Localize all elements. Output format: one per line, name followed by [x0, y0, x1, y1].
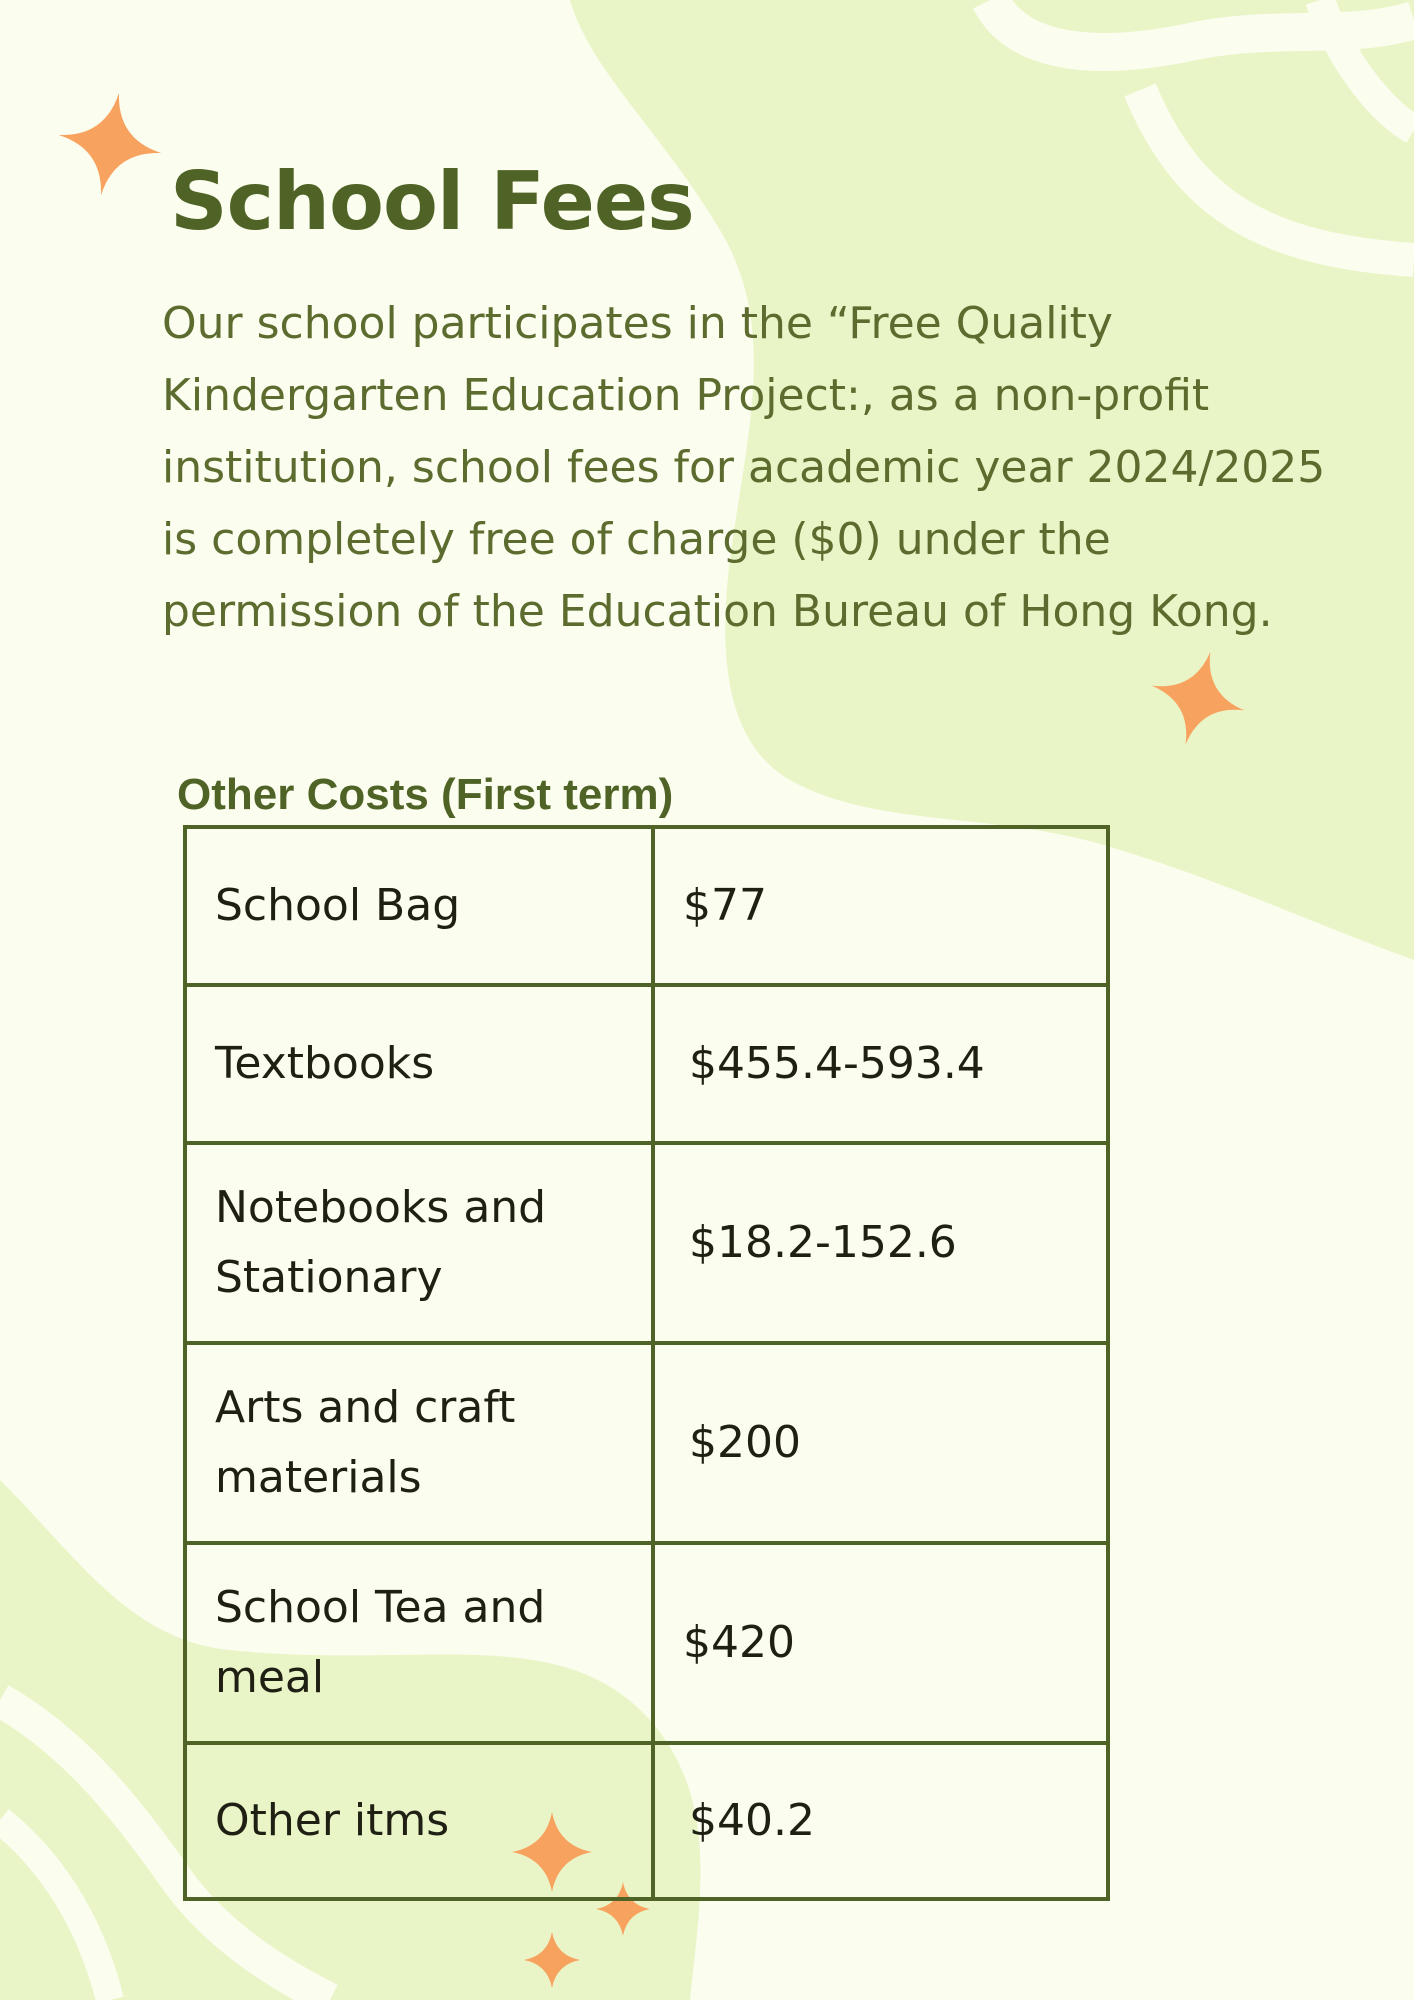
cost-item: School Tea and meal: [185, 1543, 653, 1743]
cost-item: School Bag: [185, 827, 653, 985]
costs-table: [183, 825, 1110, 1901]
cost-price: $420: [653, 1543, 1108, 1743]
sparkle-icon: [58, 92, 162, 196]
costs-heading: Other Costs (First term): [177, 770, 674, 819]
sparkle-icon: [524, 1932, 580, 1988]
table-row: [185, 1543, 1108, 1743]
cost-item: Textbooks: [185, 985, 653, 1143]
cost-item: Arts and craft materials: [185, 1343, 653, 1543]
cost-item: Other itms: [185, 1743, 653, 1899]
cost-price: $200: [653, 1343, 1108, 1543]
cost-price: $40.2: [653, 1743, 1108, 1899]
table-row: [185, 827, 1108, 985]
table-row: [185, 1343, 1108, 1543]
cost-price: $18.2-152.6: [653, 1143, 1108, 1343]
table-row: [185, 985, 1108, 1143]
table-row: [185, 1143, 1108, 1343]
table-row: [185, 1743, 1108, 1899]
page-title: School Fees: [170, 155, 694, 248]
cost-item: Notebooks and Stationary: [185, 1143, 653, 1343]
sparkle-icon: [1150, 650, 1246, 746]
intro-paragraph: Our school participates in the “Free Quality Kindergarten Education Project:, as a non-profit institution, school fees for academic year 2024/2025 is completely free of charge ($0) under the permission of the Education Bureau of Hong Kong.: [162, 298, 1326, 637]
cost-price: $455.4-593.4: [653, 985, 1108, 1143]
cost-price: $77: [653, 827, 1108, 985]
